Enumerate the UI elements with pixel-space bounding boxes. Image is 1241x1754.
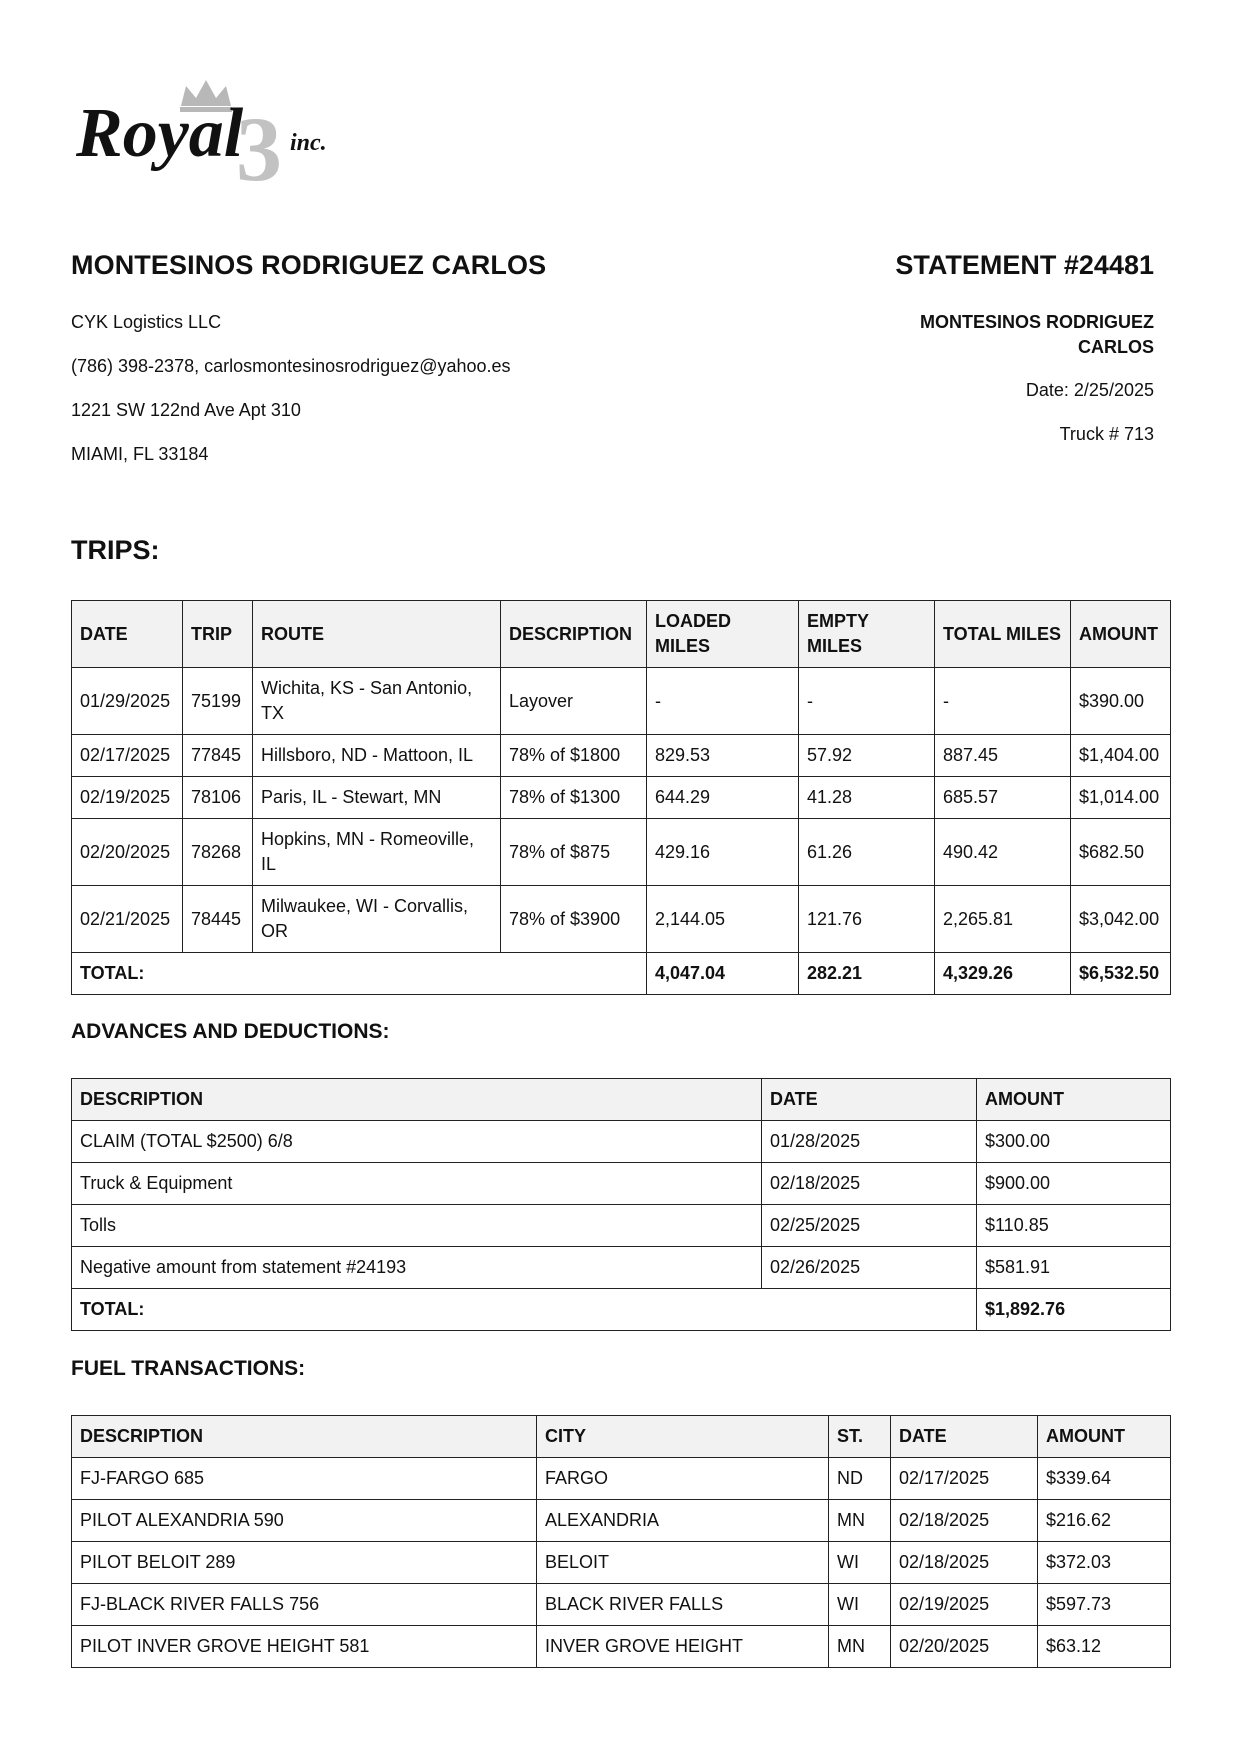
- table-cell: 02/19/2025: [72, 777, 183, 819]
- column-header: TRIP: [183, 601, 253, 668]
- table-cell: 829.53: [647, 735, 799, 777]
- table-cell: Hopkins, MN - Romeoville, IL: [253, 819, 501, 886]
- table-cell: FJ-BLACK RIVER FALLS 756: [72, 1584, 537, 1626]
- table-row: [72, 1584, 1171, 1626]
- table-cell: Tolls: [72, 1205, 762, 1247]
- column-header: DATE: [891, 1416, 1038, 1458]
- table-cell: PILOT INVER GROVE HEIGHT 581: [72, 1626, 537, 1668]
- table-row: [72, 1626, 1171, 1668]
- table-cell: 78% of $1300: [501, 777, 647, 819]
- total-label: TOTAL:: [72, 953, 647, 995]
- table-cell: $1,404.00: [1071, 735, 1171, 777]
- total-amount: $6,532.50: [1071, 953, 1171, 995]
- total-loaded-miles: 4,047.04: [647, 953, 799, 995]
- table-cell: Wichita, KS - San Antonio, TX: [253, 668, 501, 735]
- column-header: ST.: [829, 1416, 891, 1458]
- column-header: DATE: [762, 1079, 977, 1121]
- table-cell: 02/25/2025: [762, 1205, 977, 1247]
- column-header: ROUTE: [253, 601, 501, 668]
- table-cell: 685.57: [935, 777, 1071, 819]
- trips-heading: TRIPS:: [71, 535, 160, 565]
- table-cell: WI: [829, 1584, 891, 1626]
- table-header-row: [72, 1079, 1171, 1121]
- table-cell: 2,265.81: [935, 886, 1071, 953]
- table-cell: 78268: [183, 819, 253, 886]
- table-cell: 78445: [183, 886, 253, 953]
- table-cell: 02/18/2025: [891, 1542, 1038, 1584]
- table-cell: FJ-FARGO 685: [72, 1458, 537, 1500]
- table-cell: 02/21/2025: [72, 886, 183, 953]
- total-amount: $1,892.76: [977, 1289, 1171, 1331]
- table-cell: $900.00: [977, 1163, 1171, 1205]
- table-cell: WI: [829, 1542, 891, 1584]
- table-header-row: [72, 601, 1171, 668]
- table-cell: 02/17/2025: [72, 735, 183, 777]
- table-cell: Layover: [501, 668, 647, 735]
- total-label: TOTAL:: [72, 1289, 977, 1331]
- right-name-line2: CARLOS: [1078, 337, 1154, 357]
- table-cell: 78% of $1800: [501, 735, 647, 777]
- table-row: [72, 1458, 1171, 1500]
- table-cell: $581.91: [977, 1247, 1171, 1289]
- table-cell: ND: [829, 1458, 891, 1500]
- total-row: [72, 1289, 1171, 1331]
- table-cell: CLAIM (TOTAL $2500) 6/8: [72, 1121, 762, 1163]
- column-header: DESCRIPTION: [501, 601, 647, 668]
- logo-numeral: 3: [236, 98, 282, 193]
- table-cell: PILOT ALEXANDRIA 590: [72, 1500, 537, 1542]
- table-cell: 490.42: [935, 819, 1071, 886]
- table-cell: 02/20/2025: [72, 819, 183, 886]
- table-row: [72, 1163, 1171, 1205]
- column-header: CITY: [537, 1416, 829, 1458]
- statement-info: [854, 310, 1154, 446]
- table-cell: -: [799, 668, 935, 735]
- table-row: [72, 777, 1171, 819]
- column-header: AMOUNT: [977, 1079, 1171, 1121]
- table-cell: $216.62: [1038, 1500, 1171, 1542]
- table-cell: 02/18/2025: [891, 1500, 1038, 1542]
- table-cell: Paris, IL - Stewart, MN: [253, 777, 501, 819]
- column-header: AMOUNT: [1038, 1416, 1171, 1458]
- table-cell: 01/28/2025: [762, 1121, 977, 1163]
- table-cell: $110.85: [977, 1205, 1171, 1247]
- table-cell: 75199: [183, 668, 253, 735]
- table-cell: 121.76: [799, 886, 935, 953]
- table-cell: $597.73: [1038, 1584, 1171, 1626]
- logo-word: Royal: [76, 95, 244, 172]
- column-header: AMOUNT: [1071, 601, 1171, 668]
- table-cell: $339.64: [1038, 1458, 1171, 1500]
- driver-info: [71, 310, 511, 486]
- column-header: LOADED MILES: [647, 601, 799, 668]
- table-cell: 2,144.05: [647, 886, 799, 953]
- table-cell: INVER GROVE HEIGHT: [537, 1626, 829, 1668]
- column-header: DESCRIPTION: [72, 1416, 537, 1458]
- table-cell: 644.29: [647, 777, 799, 819]
- column-header: EMPTY MILES: [799, 601, 935, 668]
- fuel-table: [71, 1415, 1171, 1668]
- table-cell: 77845: [183, 735, 253, 777]
- table-row: [72, 1121, 1171, 1163]
- table-cell: 78106: [183, 777, 253, 819]
- advances-table: [71, 1078, 1171, 1331]
- truck-number: Truck # 713: [1059, 424, 1154, 444]
- right-name-line1: MONTESINOS RODRIGUEZ: [919, 312, 1154, 332]
- table-row: [72, 819, 1171, 886]
- table-row: [72, 1205, 1171, 1247]
- company-name: CYK Logistics LLC: [71, 312, 222, 332]
- table-cell: $372.03: [1038, 1542, 1171, 1584]
- table-cell: 02/20/2025: [891, 1626, 1038, 1668]
- table-cell: FARGO: [537, 1458, 829, 1500]
- table-cell: $390.00: [1071, 668, 1171, 735]
- table-row: [72, 668, 1171, 735]
- table-cell: Hillsboro, ND - Mattoon, IL: [253, 735, 501, 777]
- table-row: [72, 1500, 1171, 1542]
- table-cell: 78% of $3900: [501, 886, 647, 953]
- table-cell: 02/17/2025: [891, 1458, 1038, 1500]
- table-cell: 02/18/2025: [762, 1163, 977, 1205]
- advances-heading: ADVANCES AND DEDUCTIONS:: [71, 1020, 390, 1043]
- table-cell: MN: [829, 1626, 891, 1668]
- logo-suffix: inc.: [290, 130, 327, 156]
- table-cell: 887.45: [935, 735, 1071, 777]
- table-cell: ALEXANDRIA: [537, 1500, 829, 1542]
- table-cell: 57.92: [799, 735, 935, 777]
- table-cell: 02/26/2025: [762, 1247, 977, 1289]
- contact-info: (786) 398-2378, carlosmontesinosrodriguez@yahoo.es: [71, 356, 511, 376]
- table-cell: Negative amount from statement #24193: [72, 1247, 762, 1289]
- table-cell: 429.16: [647, 819, 799, 886]
- table-cell: $300.00: [977, 1121, 1171, 1163]
- table-cell: 02/19/2025: [891, 1584, 1038, 1626]
- table-cell: 41.28: [799, 777, 935, 819]
- table-row: [72, 1247, 1171, 1289]
- table-cell: $682.50: [1071, 819, 1171, 886]
- table-cell: PILOT BELOIT 289: [72, 1542, 537, 1584]
- table-cell: 61.26: [799, 819, 935, 886]
- column-header: TOTAL MILES: [935, 601, 1071, 668]
- table-cell: -: [647, 668, 799, 735]
- column-header: DESCRIPTION: [72, 1079, 762, 1121]
- table-cell: $63.12: [1038, 1626, 1171, 1668]
- statement-title: STATEMENT #24481: [895, 250, 1154, 280]
- trips-table: [71, 600, 1171, 995]
- table-cell: Milwaukee, WI - Corvallis, OR: [253, 886, 501, 953]
- table-cell: -: [935, 668, 1071, 735]
- table-cell: $3,042.00: [1071, 886, 1171, 953]
- table-cell: $1,014.00: [1071, 777, 1171, 819]
- company-logo: [76, 78, 386, 193]
- total-miles: 4,329.26: [935, 953, 1071, 995]
- total-row: [72, 953, 1171, 995]
- total-empty-miles: 282.21: [799, 953, 935, 995]
- driver-name-heading: MONTESINOS RODRIGUEZ CARLOS: [71, 250, 547, 280]
- table-header-row: [72, 1416, 1171, 1458]
- column-header: DATE: [72, 601, 183, 668]
- fuel-heading: FUEL TRANSACTIONS:: [71, 1357, 306, 1380]
- table-cell: 01/29/2025: [72, 668, 183, 735]
- table-row: [72, 886, 1171, 953]
- table-cell: MN: [829, 1500, 891, 1542]
- table-cell: BLACK RIVER FALLS: [537, 1584, 829, 1626]
- table-row: [72, 1542, 1171, 1584]
- table-cell: 78% of $875: [501, 819, 647, 886]
- statement-date: Date: 2/25/2025: [1025, 380, 1154, 400]
- address-line2: MIAMI, FL 33184: [71, 444, 209, 464]
- table-cell: BELOIT: [537, 1542, 829, 1584]
- table-row: [72, 735, 1171, 777]
- address-line1: 1221 SW 122nd Ave Apt 310: [71, 400, 301, 420]
- table-cell: Truck & Equipment: [72, 1163, 762, 1205]
